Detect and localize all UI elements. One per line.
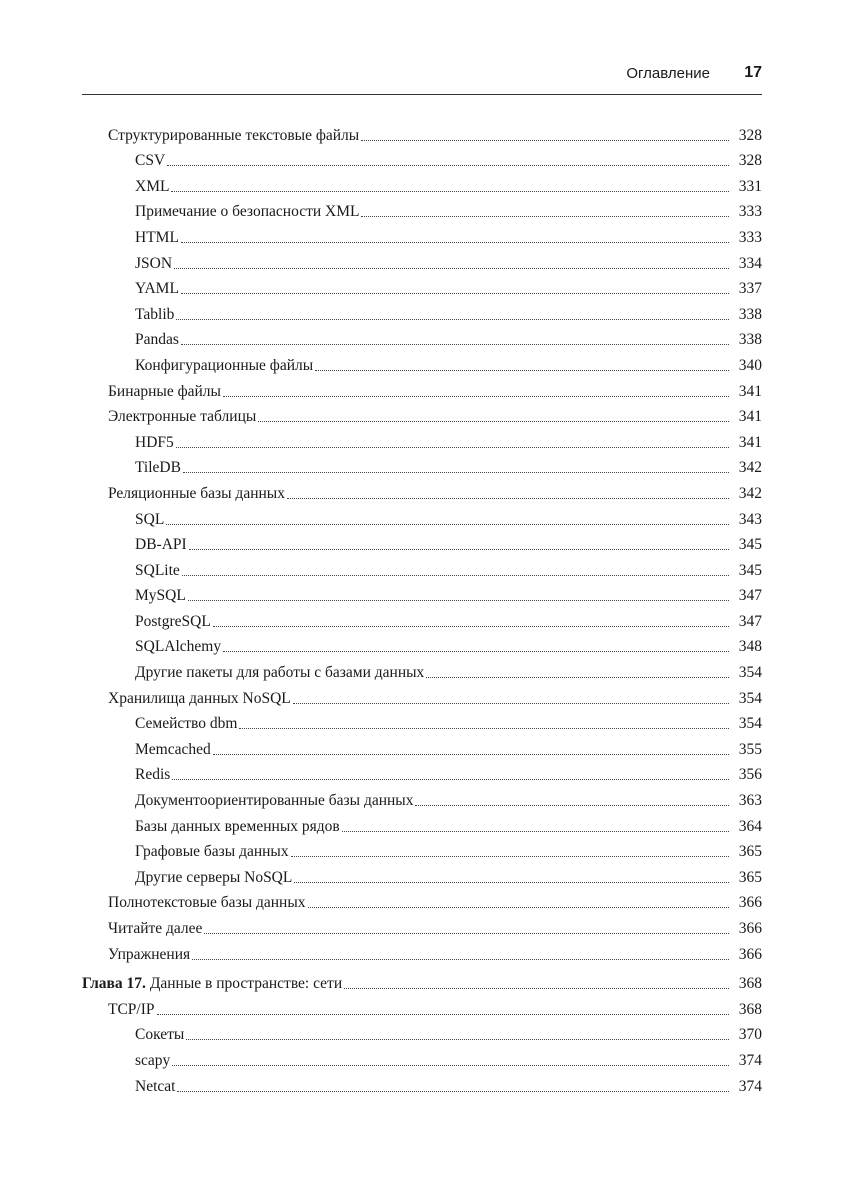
toc-page-number: 368 [738, 1000, 762, 1018]
toc-entry[interactable] [82, 145, 762, 171]
toc-entry[interactable] [82, 682, 762, 708]
toc-page-number: 368 [738, 975, 762, 993]
toc-entry-label: Графовые базы данных [135, 843, 289, 861]
table-of-contents [82, 119, 762, 1096]
toc-entry-label: HDF5 [135, 433, 174, 451]
toc-entry-label: Сокеты [135, 1026, 185, 1044]
toc-entry-label: Структурированные текстовые файлы [108, 126, 360, 144]
toc-entry-label: CSV [135, 152, 166, 170]
toc-entry-label: Примечание о безопасности XML [135, 203, 360, 221]
dot-leader [172, 1065, 729, 1066]
dot-leader [177, 1091, 729, 1092]
toc-entry-label [82, 975, 342, 993]
dot-leader [315, 370, 729, 371]
toc-page-number: 331 [738, 177, 762, 195]
header-title: Оглавление [626, 65, 710, 82]
dot-leader [291, 856, 729, 857]
toc-page-number: 364 [738, 817, 762, 835]
toc-entry[interactable] [82, 349, 762, 375]
toc-entry-label: Документоориентированные базы данных [135, 792, 414, 810]
toc-entry-label: Pandas [135, 331, 179, 349]
toc-entry[interactable] [82, 1019, 762, 1045]
toc-entry-label: Читайте далее [108, 920, 203, 937]
toc-entry-label: Хранилища данных NoSQL [108, 689, 291, 707]
toc-entry[interactable] [82, 273, 762, 299]
toc-entry[interactable] [82, 221, 762, 247]
dot-leader [183, 472, 729, 473]
toc-entry[interactable] [82, 993, 762, 1019]
toc-entry-label: Tablib [135, 305, 175, 323]
dot-leader [293, 703, 729, 704]
dot-leader [181, 293, 729, 294]
toc-page-number: 347 [738, 587, 762, 605]
chapter-title: Данные в пространстве: сети [149, 975, 343, 993]
dot-leader [171, 191, 729, 192]
toc-entry-label: Бинарные файлы [108, 382, 221, 400]
toc-entry-label: HTML [135, 228, 179, 246]
toc-entry[interactable] [82, 733, 762, 759]
toc-page-number: 374 [738, 1051, 762, 1069]
toc-entry[interactable] [82, 477, 762, 503]
toc-entry[interactable] [82, 784, 762, 810]
toc-page-number: 334 [738, 254, 762, 272]
toc-entry-label: Полнотекстовые базы данных [108, 894, 306, 912]
toc-page-number: 345 [738, 536, 762, 554]
toc-page-number: 328 [738, 152, 762, 170]
toc-entry[interactable] [82, 656, 762, 682]
toc-page-number: 366 [738, 945, 762, 963]
dot-leader [181, 242, 729, 243]
toc-entry-label: SQL [135, 510, 165, 528]
toc-page-number: 354 [738, 664, 762, 682]
toc-page-number: 365 [738, 868, 762, 886]
toc-entry[interactable] [82, 861, 762, 887]
toc-page-number: 366 [738, 894, 762, 912]
toc-entry-label: Электронные таблицы [108, 408, 257, 426]
toc-page-number: 337 [738, 280, 762, 298]
toc-entry-label: Конфигурационные файлы [135, 356, 314, 374]
dot-leader [223, 651, 729, 652]
toc-page-number: 366 [738, 920, 762, 937]
toc-page-number: 365 [738, 843, 762, 861]
toc-entry-label: XML [135, 177, 170, 195]
toc-entry[interactable] [82, 912, 762, 938]
toc-entry[interactable] [82, 170, 762, 196]
dot-leader [342, 831, 729, 832]
toc-entry[interactable] [82, 759, 762, 785]
dot-leader [157, 1014, 729, 1015]
dot-leader [258, 421, 729, 422]
toc-entry[interactable] [82, 836, 762, 862]
dot-leader [344, 988, 729, 989]
toc-entry[interactable] [82, 452, 762, 478]
toc-entry[interactable] [82, 324, 762, 350]
toc-entry-label: Базы данных временных рядов [135, 817, 340, 835]
header-page-number: 17 [744, 64, 762, 81]
dot-leader [426, 677, 729, 678]
dot-leader [167, 165, 729, 166]
toc-entry[interactable] [82, 426, 762, 452]
toc-entry[interactable] [82, 938, 762, 964]
toc-entry-label: DB-API [135, 536, 187, 554]
toc-entry[interactable] [82, 529, 762, 555]
toc-entry[interactable] [82, 401, 762, 427]
toc-entry[interactable] [82, 708, 762, 734]
toc-page-number: 343 [738, 510, 762, 528]
dot-leader [415, 805, 729, 806]
dot-leader [172, 779, 729, 780]
toc-entry[interactable] [82, 605, 762, 631]
toc-entry-label: JSON [135, 254, 173, 272]
dot-leader [294, 882, 729, 883]
toc-page-number: 333 [738, 203, 762, 221]
dot-leader [189, 549, 729, 550]
toc-entry[interactable] [82, 887, 762, 913]
dot-leader [192, 959, 729, 960]
dot-leader [182, 575, 729, 576]
toc-entry[interactable] [82, 968, 762, 994]
dot-leader [361, 140, 729, 141]
toc-entry-label: TCP/IP [108, 1000, 155, 1018]
toc-entry[interactable] [82, 810, 762, 836]
toc-page-number: 340 [738, 356, 762, 374]
dot-leader [166, 524, 729, 525]
dot-leader [181, 344, 729, 345]
toc-entry-label: Реляционные базы данных [108, 484, 285, 502]
toc-page-number: 341 [738, 382, 762, 400]
dot-leader [239, 728, 729, 729]
toc-page-number: 342 [738, 484, 762, 502]
toc-page-number: 370 [738, 1026, 762, 1044]
dot-leader [176, 319, 729, 320]
toc-page-number: 355 [738, 740, 762, 758]
dot-leader [213, 754, 729, 755]
dot-leader [188, 600, 729, 601]
toc-entry-label: Memcached [135, 740, 211, 758]
toc-page-number: 363 [738, 792, 762, 810]
toc-page-number: 341 [738, 433, 762, 451]
toc-entry-label: scapy [135, 1051, 171, 1069]
toc-page-number: 338 [738, 331, 762, 349]
toc-entry[interactable] [82, 554, 762, 580]
toc-page-number: 342 [738, 459, 762, 477]
toc-entry[interactable] [82, 119, 762, 145]
dot-leader [176, 447, 729, 448]
dot-leader [361, 216, 729, 217]
toc-entry-label: Другие пакеты для работы с базами данных [135, 664, 425, 682]
toc-entry-label: Redis [135, 766, 171, 784]
toc-entry[interactable] [82, 375, 762, 401]
toc-entry-label: Семейство dbm [135, 715, 238, 733]
chapter-number: Глава 17. [82, 975, 146, 993]
toc-entry[interactable] [82, 196, 762, 222]
toc-page-number: 333 [738, 228, 762, 246]
dot-leader [308, 907, 730, 908]
toc-page-number: 348 [738, 638, 762, 656]
toc-page-number: 345 [738, 561, 762, 579]
toc-page-number: 374 [738, 1077, 762, 1095]
toc-entry[interactable] [82, 298, 762, 324]
toc-entry[interactable] [82, 247, 762, 273]
toc-entry[interactable] [82, 1070, 762, 1096]
dot-leader [186, 1039, 729, 1040]
toc-entry-label: TileDB [135, 459, 181, 477]
dot-leader [204, 933, 729, 934]
toc-page-number: 338 [738, 305, 762, 323]
toc-entry-label: SQLAlchemy [135, 638, 222, 656]
toc-page-number: 354 [738, 689, 762, 707]
running-header [82, 62, 762, 95]
dot-leader [213, 626, 729, 627]
toc-entry-label: Упражнения [108, 945, 191, 963]
toc-entry-label: PostgreSQL [135, 612, 211, 630]
toc-entry-label: Другие серверы NoSQL [135, 868, 293, 886]
dot-leader [287, 498, 729, 499]
toc-entry[interactable] [82, 631, 762, 657]
toc-entry[interactable] [82, 503, 762, 529]
toc-entry[interactable] [82, 1044, 762, 1070]
toc-entry-label: YAML [135, 280, 179, 298]
toc-entry-label: MySQL [135, 587, 186, 605]
toc-entry-label: Netcat [135, 1077, 176, 1095]
toc-page-number: 347 [738, 612, 762, 630]
toc-entry[interactable] [82, 580, 762, 606]
dot-leader [174, 268, 729, 269]
toc-page-number: 354 [738, 715, 762, 733]
dot-leader [223, 396, 729, 397]
toc-page-number: 356 [738, 766, 762, 784]
toc-page-number: 341 [738, 408, 762, 426]
toc-entry-label: SQLite [135, 561, 180, 579]
toc-page-number: 328 [738, 126, 762, 144]
